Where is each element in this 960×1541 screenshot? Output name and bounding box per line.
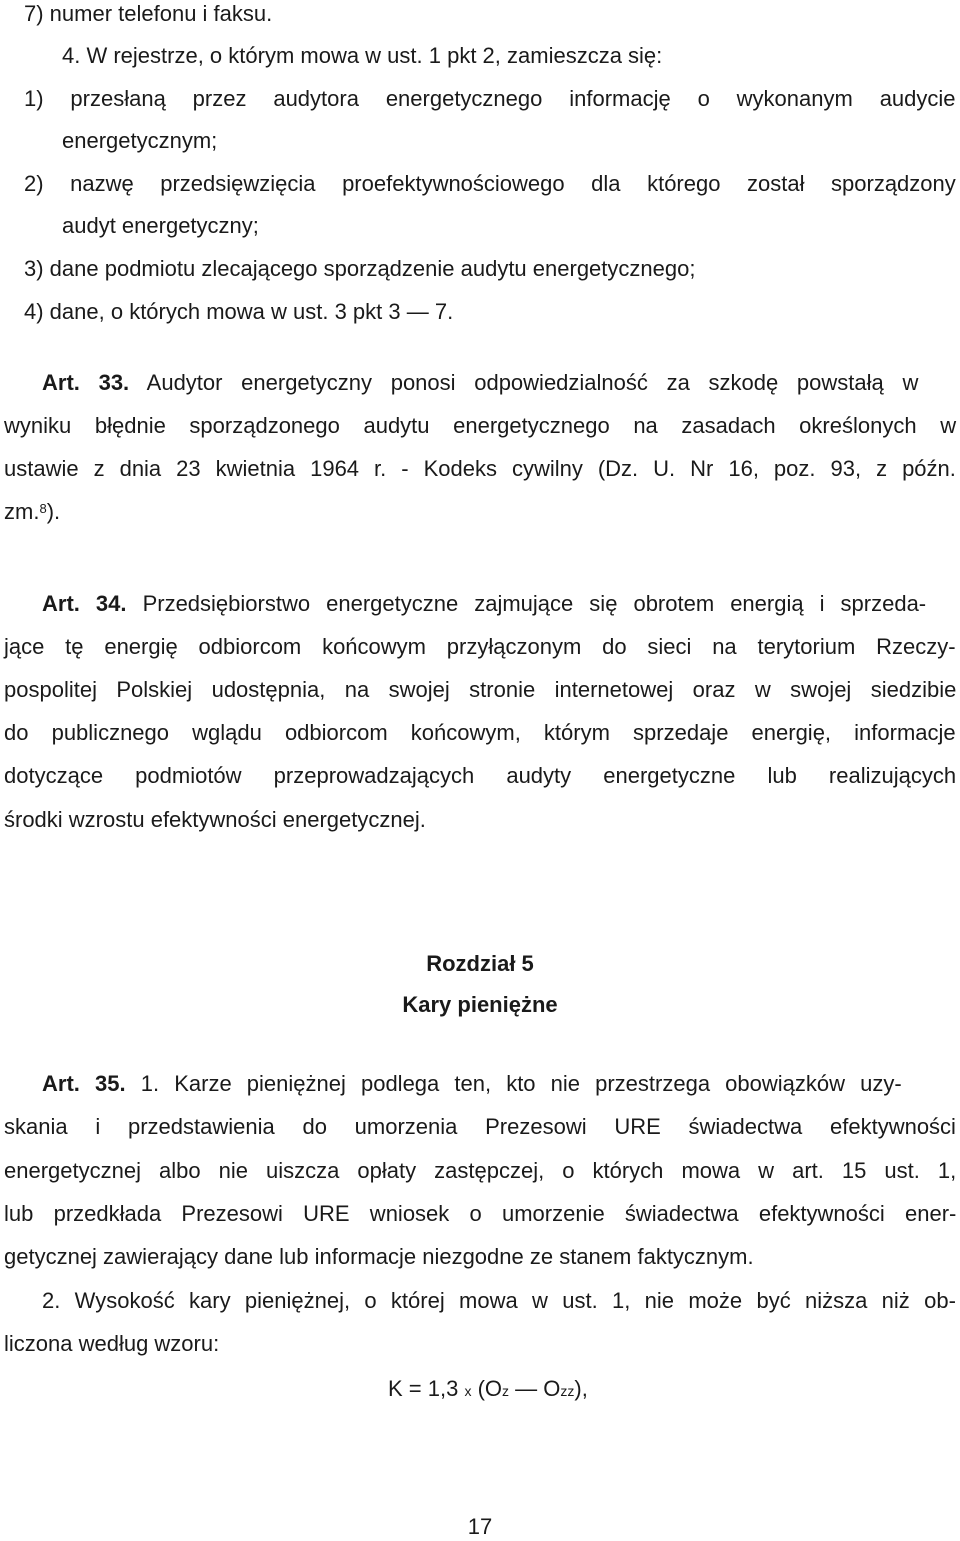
article-33-line-3: ustawie z dnia 23 kwietnia 1964 r. - Kodeks cywilny (Dz. U. Nr 16, poz. 93, z późn. <box>4 456 956 481</box>
article-34-line-3: pospolitej Polskiej udostępnia, na swojej stronie internetowej oraz w swojej siedzibie <box>4 677 957 702</box>
article-34-line-2: jące tę energię odbiorcom końcowym przyłączonym do sieci na terytorium Rzeczy- <box>4 634 956 659</box>
article-33-line-2: wyniku błędnie sporządzonego audytu energetycznego na zasadach określonych w <box>4 413 957 438</box>
article-35-text-1: Karze pieniężnej podlega ten, kto nie przestrzega obowiązków uzy- <box>174 1071 902 1096</box>
article-35-label: Art. 35. <box>42 1071 126 1096</box>
article-34-label: Art. 34. <box>42 591 127 616</box>
list-item-7: 7) numer telefonu i faksu. <box>24 1 273 26</box>
article-34-line-5: dotyczące podmiotów przeprowadzających audyty energetyczne lub realizujących <box>4 763 957 788</box>
article-33-text-4b: ). <box>46 499 61 524</box>
article-33-label: Art. 33. <box>42 370 130 395</box>
article-35-line-2: skania i przedstawienia do umorzenia Prezesowi URE świadectwa efektywności <box>4 1114 956 1139</box>
article-35-paragraph-1-number: 1. <box>140 1071 160 1096</box>
formula-times: x <box>464 1383 472 1399</box>
article-34-line-6: środki wzrostu efektywności energetycznej. <box>4 807 426 832</box>
article-34-line-4: do publicznego wglądu odbiorcom końcowym, którym sprzedaje energię, informacje <box>4 720 956 745</box>
formula-open: (O <box>477 1376 503 1401</box>
list-item-1-cont: energetycznym; <box>62 128 218 153</box>
penalty-formula <box>388 1375 588 1405</box>
chapter-title: Kary pieniężne <box>402 992 558 1017</box>
list-item-2-cont: audyt energetyczny; <box>62 213 259 238</box>
article-35-line-3: energetycznej albo nie uiszcza opłaty zastępczej, o których mowa w art. 15 ust. 1, <box>4 1158 957 1183</box>
footnote-ref: 8 <box>39 501 47 516</box>
formula-close: ), <box>574 1376 588 1401</box>
list-item-2: 2) nazwę przedsięwzięcia proefektywnościowego dla którego został sporządzony <box>24 171 956 196</box>
list-item-1: 1) przesłaną przez audytora energetycznego informację o wykonanym audycie <box>24 86 956 111</box>
formula-k: K = 1,3 <box>388 1376 459 1401</box>
list-item-3: 3) dane podmiotu zlecającego sporządzenie audytu energetycznego; <box>24 256 696 281</box>
article-35-line-1 <box>42 1070 902 1098</box>
article-35-paragraph-2-line-2: liczona według wzoru: <box>4 1331 220 1356</box>
list-item-4: 4) dane, o których mowa w ust. 3 pkt 3 — 7. <box>24 299 454 324</box>
article-35-line-5: getycznej zawierający dane lub informacje niezgodne ze stanem faktycznym. <box>4 1244 754 1269</box>
page-number: 17 <box>467 1514 493 1539</box>
formula-o2: O <box>543 1376 561 1401</box>
article-34-text-1: Przedsiębiorstwo energetyczne zajmujące się obrotem energią i sprzeda- <box>142 591 927 616</box>
formula-sub-z: z <box>502 1383 510 1399</box>
article-34-line-1 <box>42 590 926 618</box>
article-35-paragraph-2-line-1: 2. Wysokość kary pieniężnej, o której mowa w ust. 1, nie może być niższa niż ob- <box>42 1288 956 1313</box>
article-33-text-1: Audytor energetyczny ponosi odpowiedzialność za szkodę powstałą w <box>146 370 919 395</box>
article-33-text-4a: zm. <box>4 499 40 524</box>
article-35-line-4: lub przedkłada Prezesowi URE wniosek o umorzenie świadectwa efektywności ener- <box>4 1201 957 1226</box>
paragraph-item-4: 4. W rejestrze, o którym mowa w ust. 1 pkt 2, zamieszcza się: <box>62 43 663 68</box>
formula-sub-zz: zz <box>560 1383 575 1399</box>
article-33-line-4 <box>4 498 60 526</box>
chapter-number: Rozdział 5 <box>426 951 534 976</box>
article-33-line-1 <box>42 369 918 397</box>
formula-dash: — <box>515 1376 538 1401</box>
